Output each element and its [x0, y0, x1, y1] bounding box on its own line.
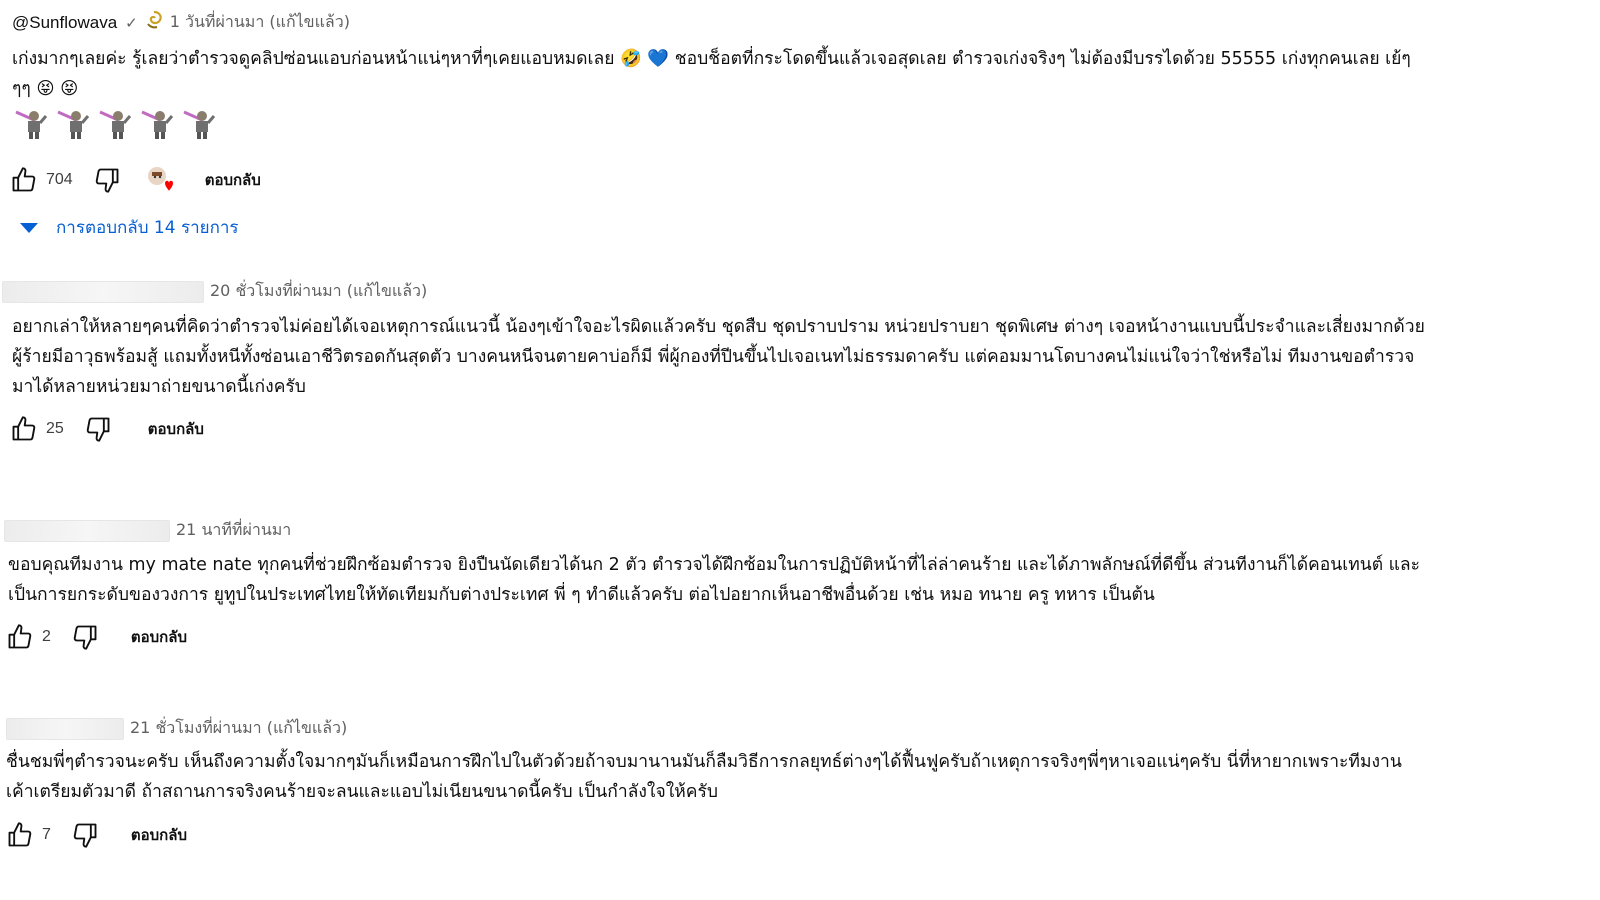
thumbs-down-icon[interactable] [69, 819, 101, 851]
comment-text [8, 550, 1578, 610]
comment-text [12, 44, 1582, 104]
salute-figure-icon [98, 104, 134, 140]
comment-timestamp[interactable]: 20 ชั่วโมงที่ผ่านมา (แก้ไขแล้ว) [210, 281, 428, 300]
thumbs-down-icon[interactable] [82, 413, 114, 445]
view-replies-label: การตอบกลับ 14 รายการ [56, 218, 239, 238]
comment-timestamp[interactable]: 21 นาทีที่ผ่านมา [176, 520, 292, 539]
comment-header [12, 10, 350, 35]
salute-figure-icon [140, 104, 176, 140]
thumbs-up-icon[interactable] [4, 621, 36, 653]
comment-text-line: ชื่นชมพี่ๆตำรวจนะครับ เห็นถึงความตั้งใจมากๆมันก็เหมือนการฝึกไปในตัวด้วยถ้าจบมานานมันก็ลืมวิธีการกลยุทธ์ต่างๆได้ฟื้นฟูครับถ้าเหตุการจริงๆพี่ๆหาเจอแน่ๆครับ นี่ที่หายากเพราะทีมงาน [6, 752, 1402, 772]
comment-text-line: มาได้หลายหน่วยมาถ่ายขนาดนี้เก่งครับ [12, 377, 306, 397]
comment-timestamp[interactable]: 1 วันที่ผ่านมา (แก้ไขแล้ว) [169, 12, 350, 31]
comment-actions [8, 164, 261, 196]
reply-button[interactable]: ตอบกลับ [204, 171, 261, 189]
like-count: 25 [46, 420, 64, 437]
comment-text-line: อยากเล่าให้หลายๆคนที่คิดว่าตำรวจไม่ค่อยได้เจอเหตุการณ์แนวนี้ น้องๆเข้าใจอะไรผิดแล้วครับ ชุดสืบ ชุดปราบปราม หน่วยปราบยา ชุดพิเศษ ต่างๆ เจอหน้างานแบบนี้ประจำและเสี่ยงมากด้วย [12, 317, 1425, 337]
reply-button[interactable]: ตอบกลับ [130, 628, 187, 646]
salute-figure-icon [14, 104, 50, 140]
thumbs-up-icon[interactable] [8, 164, 40, 196]
comment-text-line: เค้าเตรียมตัวมาดี ถ้าสถานการจริงคนร้ายจะลนและแอบไม่เนียนขนาดนี้ครับ เป็นกำลังใจให้ครับ [6, 782, 719, 802]
comment-timestamp[interactable]: 21 ชั่วโมงที่ผ่านมา (แก้ไขแล้ว) [130, 718, 348, 737]
thumbs-down-icon[interactable] [91, 164, 123, 196]
like-count: 2 [42, 628, 51, 645]
redacted-author [2, 281, 204, 303]
comment-text-line: ขอบคุณทีมงาน my mate nate ทุกคนที่ช่วยฝึกซ้อมตำรวจ ยิงปืนนัดเดียวได้นก 2 ตัว ตำรวจได้ฝึกซ้อมในการปฏิบัติหน้าที่ไล่ล่าคนร้าย และได้ภาพลักษณ์ที่ดีขึ้น ส่วนทีงานก็ได้คอนเทนต์ และ [8, 555, 1421, 575]
salute-figure-icon [56, 104, 92, 140]
redacted-author [6, 718, 124, 740]
like-count: 704 [46, 171, 73, 188]
comment-actions [4, 621, 187, 653]
chevron-down-icon [20, 223, 38, 233]
comment-text-line: เป็นการยกระดับของวงการ ยูทูปในประเทศไทยให้ทัดเทียมกับต่างประเทศ พี่ ๆ ทำดีแล้วครับ ต่อไปอยากเห็นอาชีพอื่นด้วย เช่น หมอ ทนาย ครู ทหาร เป็นต้น [8, 585, 1155, 605]
comment-text [6, 747, 1576, 807]
member-badge-icon [144, 10, 164, 35]
salute-figure-icon [182, 104, 218, 140]
view-replies-button[interactable] [20, 214, 239, 241]
comment-actions [4, 819, 187, 851]
comment-header [4, 518, 291, 543]
comment-header [6, 716, 347, 741]
thumbs-up-icon[interactable] [8, 413, 40, 445]
reply-button[interactable]: ตอบกลับ [130, 826, 187, 844]
reply-button[interactable]: ตอบกลับ [147, 420, 204, 438]
verified-icon: ✓ [125, 13, 138, 32]
sticker-row [14, 104, 218, 140]
comment-text-line: ๆๆ 😝 😝 [12, 79, 79, 99]
comment-text-line: เก่งมากๆเลยค่ะ รู้เลยว่าตำรวจดูคลิปซ่อนแอบก่อนหน้าแน่ๆหาที่ๆเคยแอบหมดเลย 🤣 💙 ชอบช็อตที่กระโดดขึ้นแล้วเจอสุดเลย ตำรวจเก่งจริงๆ ไม่ต้องมีบรรไดด้วย 55555 เก่งทุกคนเลย เย้ๆ [12, 49, 1411, 69]
comment-header [2, 279, 427, 304]
like-count: 7 [42, 826, 51, 843]
creator-heart-icon [145, 165, 175, 195]
comment-text [12, 312, 1582, 402]
thumbs-up-icon[interactable] [4, 819, 36, 851]
thumbs-down-icon[interactable] [69, 621, 101, 653]
redacted-author [4, 520, 170, 542]
comment-author[interactable]: @Sunflowava [12, 12, 118, 32]
comment-actions [8, 413, 204, 445]
comment-text-line: ผู้ร้ายมีอาวุธพร้อมสู้ แถมทั้งหนีทั้งซ่อนเอาชีวิตรอดกันสุดตัว บางคนหนีจนตายคาบ่อก็มี พี่ผู้กองที่ปีนขึ้นไปเจอเนทไม่ธรรมดาครับ แต่คอมมานโดบางคนไม่แน่ใจว่าใช่หรือไม่ ทีมงานขอตำรวจ [12, 347, 1415, 367]
